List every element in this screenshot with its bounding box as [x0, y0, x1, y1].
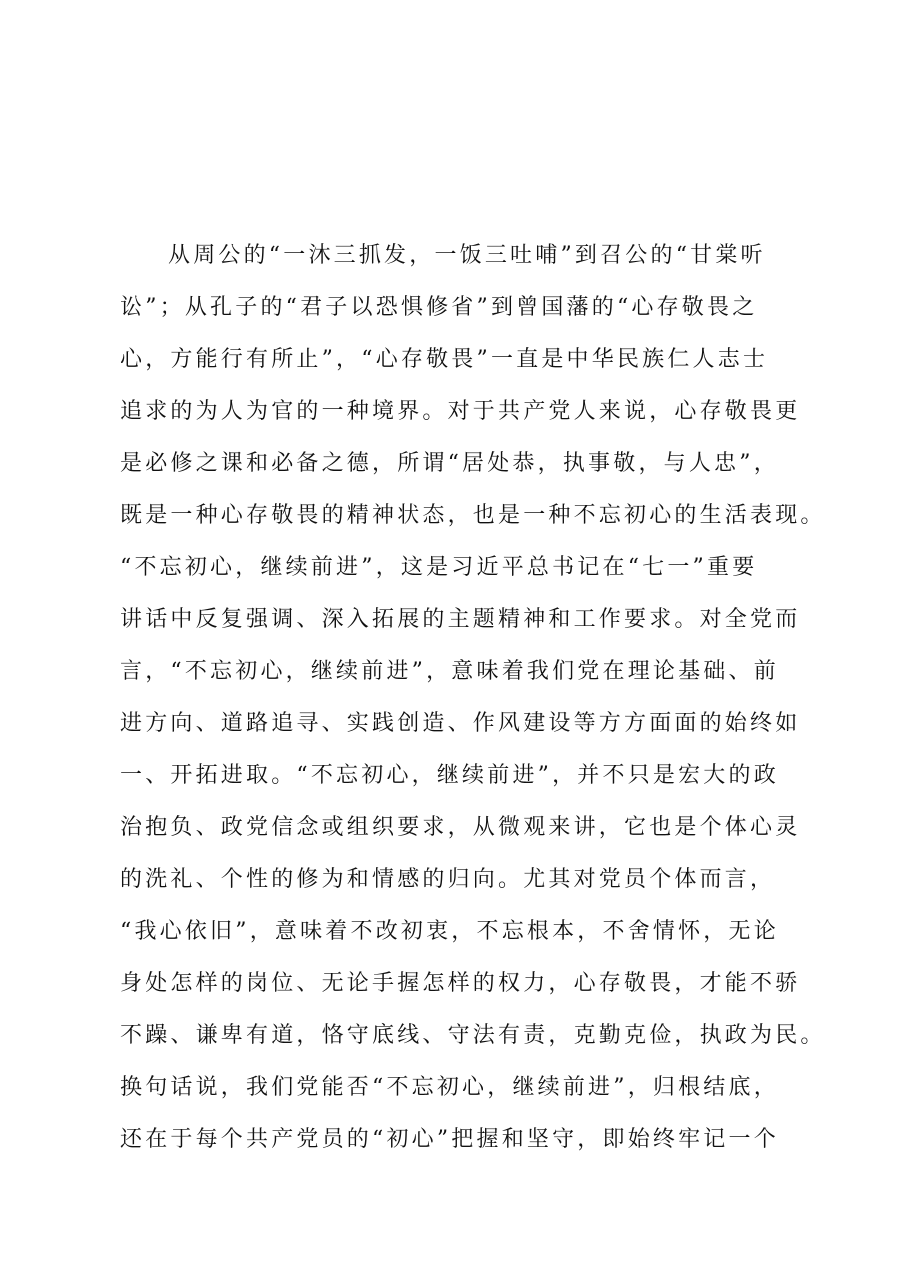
text-line-4: 追求的为人为官的一种境界。对于共产党人来说，心存敬畏更	[120, 399, 801, 424]
text-line-5: 是必修之课和必备之德，所谓“居处恭，执事敬，与人忠”，	[120, 451, 779, 476]
text-line-1: 从周公的“一沐三抓发，一饭三吐哺”到召公的“甘棠听	[168, 243, 766, 268]
text-line-16: 不躁、谦卑有道，恪守底线、守法有责，克勤克俭，执政为民。	[120, 1023, 826, 1048]
text-line-12: 治抱负、政党信念或组织要求，从微观来讲，它也是个体心灵	[120, 815, 801, 840]
text-line-14: “我心依旧”，意味着不改初衷，不忘根本，不舍情怀，无论	[120, 919, 779, 944]
text-line-17: 换句话说，我们党能否“不忘初心，继续前进”，归根结底，	[120, 1075, 779, 1100]
body-paragraph	[120, 230, 826, 1166]
text-line-13: 的洗礼、个性的修为和情感的归向。尤其对党员个体而言，	[120, 867, 776, 892]
text-line-6: 既是一种心存敬畏的精神状态，也是一种不忘初心的生活表现。	[120, 503, 826, 528]
text-line-3: 心，方能行有所止”，“心存敬畏”一直是中华民族仁人志士	[120, 347, 769, 372]
text-line-10: 进方向、道路追寻、实践创造、作风建设等方方面面的始终如	[120, 711, 801, 736]
text-line-8: 讲话中反复强调、深入拓展的主题精神和工作要求。对全党而	[120, 607, 801, 632]
text-line-11: 一、开拓进取。“不忘初心，继续前进”，并不只是宏大的政	[120, 763, 779, 788]
text-line-15: 身处怎样的岗位、无论手握怎样的权力，心存敬畏，才能不骄	[120, 971, 801, 996]
text-line-7: “不忘初心，继续前进”，这是习近平总书记在“七一”重要	[120, 555, 758, 580]
text-line-9: 言，“不忘初心，继续前进”，意味着我们党在理论基础、前	[120, 659, 779, 684]
text-line-2: 讼”；从孔子的“君子以恐惧修省”到曾国藩的“心存敬畏之	[120, 295, 758, 320]
text-line-18: 还在于每个共产党员的“初心”把握和坚守，即始终牢记一个	[120, 1127, 779, 1152]
